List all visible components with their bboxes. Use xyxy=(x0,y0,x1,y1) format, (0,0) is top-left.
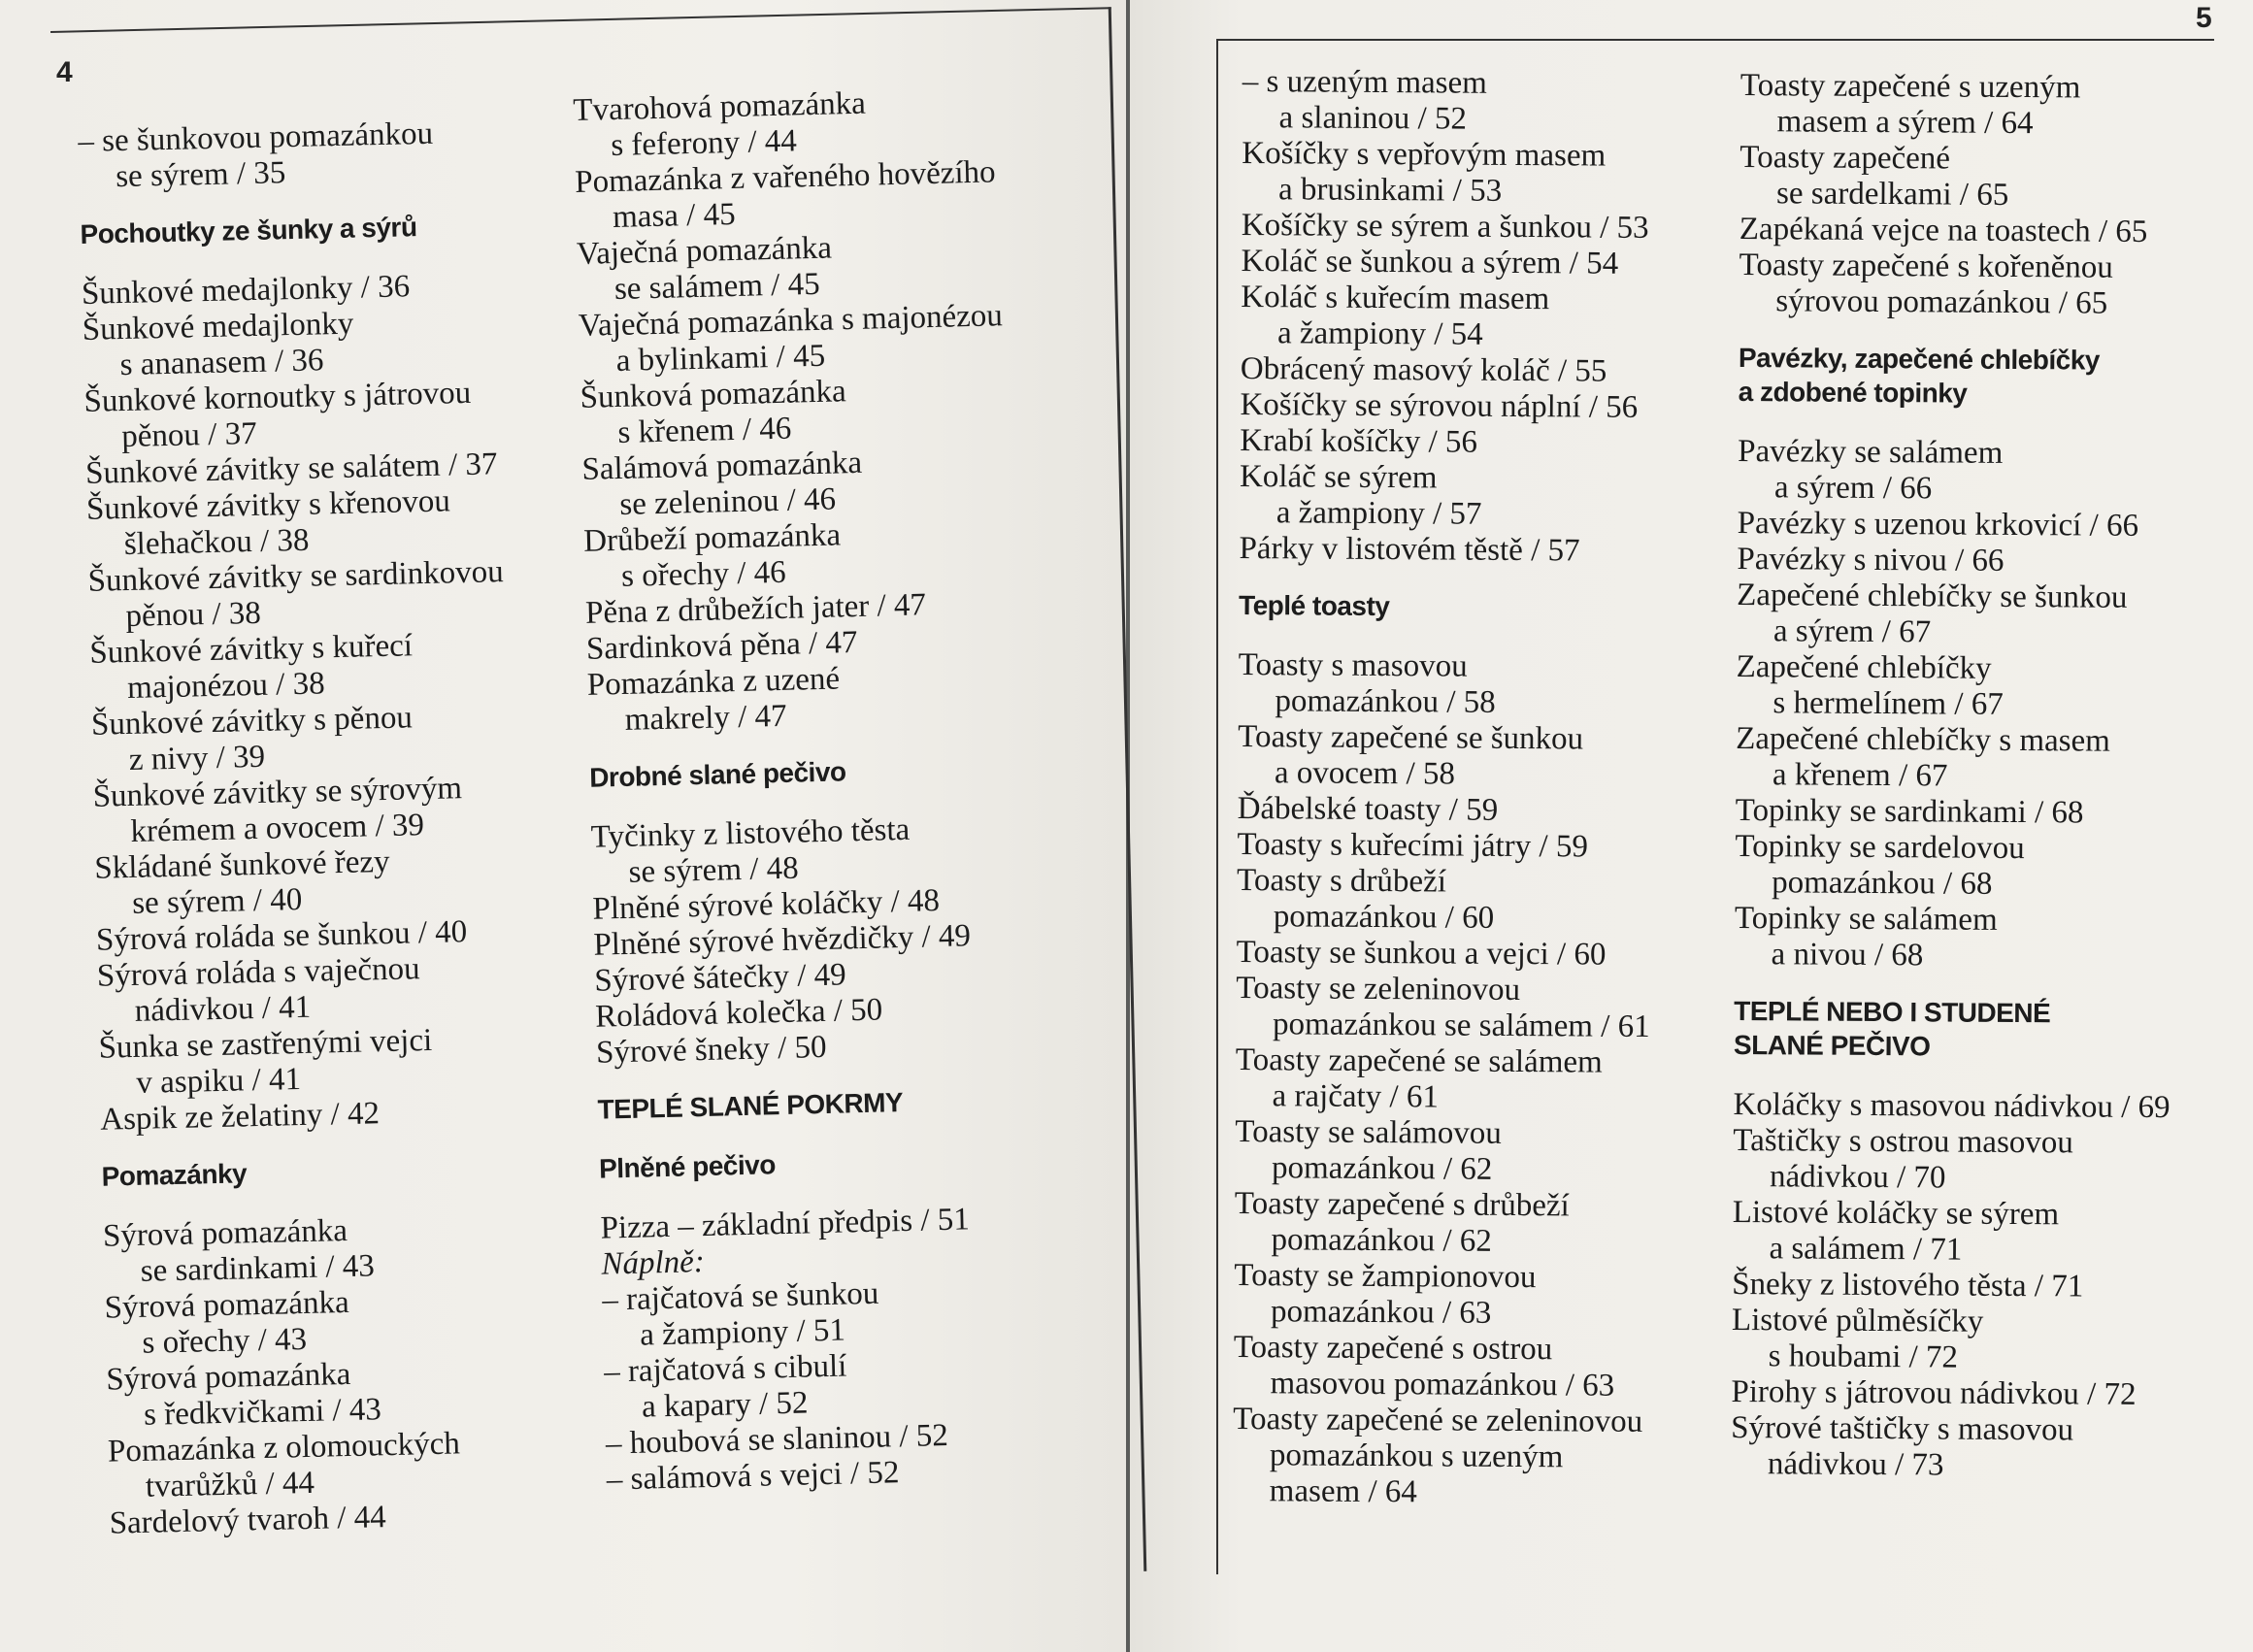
toc-entry-continuation: a žampiony / 54 xyxy=(1276,315,1483,352)
toc-entry-continuation: s hermelínem / 67 xyxy=(1773,685,2004,722)
section-heading: SLANÉ PEČIVO xyxy=(1733,1029,1931,1062)
toc-entry: Tvarohová pomazánka xyxy=(573,85,867,128)
toc-entry: Skládané šunkové řezy xyxy=(93,843,390,886)
toc-entry: Sýrové taštičky s masovou xyxy=(1731,1409,2074,1448)
toc-entry-continuation: se sýrem / 35 xyxy=(115,155,286,195)
toc-entry-continuation: a slaninou / 52 xyxy=(1278,100,1468,137)
toc-entry: Salámová pomazánka xyxy=(581,445,863,487)
toc-entry: Obrácený masový koláč / 55 xyxy=(1240,350,1607,389)
toc-entry: Zapečené chlebíčky xyxy=(1736,648,1992,686)
toc-entry: Toasty zapečené se zeleninovou xyxy=(1233,1401,1643,1439)
toc-entry: Ďábelské toasty / 59 xyxy=(1237,790,1499,828)
toc-entry-continuation: makrely / 47 xyxy=(624,698,787,738)
section-heading: Drobné slané pečivo xyxy=(588,756,846,793)
toc-entry-continuation: s feferony / 44 xyxy=(610,123,798,164)
toc-entry: Šunkové závitky se sýrovým xyxy=(92,771,463,814)
toc-entry: Plněné sýrové koláčky / 48 xyxy=(592,883,941,927)
toc-entry: Tyčinky z listového těsta xyxy=(590,811,911,855)
toc-entry-continuation: a křenem / 67 xyxy=(1772,757,1948,794)
toc-entry-continuation: se sardinkami / 43 xyxy=(140,1248,376,1289)
toc-entry: Párky v listovém těstě / 57 xyxy=(1239,530,1580,569)
toc-entry: Šunkové kornoutky s játrovou xyxy=(83,375,472,419)
toc-column-1 xyxy=(78,115,525,1541)
toc-entry-continuation: a ovocem / 58 xyxy=(1274,755,1456,792)
toc-entry: Šunka se zastřenými vejci xyxy=(98,1022,433,1066)
toc-entry-continuation: pěnou / 38 xyxy=(125,595,262,635)
toc-entry-continuation: masem a sýrem / 64 xyxy=(1776,104,2034,142)
toc-entry: Zapečené chlebíčky s masem xyxy=(1736,720,2111,759)
toc-entry: Sýrové šneky / 50 xyxy=(595,1029,827,1071)
toc-entry-continuation: tvarůžků / 44 xyxy=(145,1465,315,1504)
toc-entry: Toasty se šunkou a vejci / 60 xyxy=(1236,934,1607,973)
toc-entry: Pomazánka z olomouckých xyxy=(107,1426,461,1470)
toc-entry: Roládová kolečka / 50 xyxy=(594,992,883,1035)
toc-entry: Toasty se zeleninovou xyxy=(1236,970,1521,1008)
toc-entry-continuation: a salámem / 71 xyxy=(1769,1231,1963,1268)
toc-entry: Šunkové medajlonky xyxy=(82,306,354,347)
toc-entry: Zapečené chlebíčky se šunkou xyxy=(1737,577,2128,615)
toc-entry-continuation: a sýrem / 67 xyxy=(1773,613,1932,650)
section-heading: Plněné pečivo xyxy=(598,1149,777,1184)
toc-entry: Sýrová roláda s vaječnou xyxy=(96,951,420,994)
toc-entry: Drůbeží pomazánka xyxy=(582,517,842,559)
toc-entry: Koláč se šunkou a sýrem / 54 xyxy=(1241,243,1619,281)
toc-entry: Šunková pomazánka xyxy=(580,374,847,415)
toc-entry-continuation: pomazánkou s uzeným xyxy=(1269,1437,1564,1475)
toc-entry: Sardelový tvaroh / 44 xyxy=(109,1500,387,1541)
toc-entry: Šunkové závitky s pěnou xyxy=(90,700,414,743)
toc-column-2 xyxy=(573,83,1031,1498)
toc-entry-continuation: pomazánkou se salámem / 61 xyxy=(1272,1007,1650,1044)
toc-entry: Topinky se salámem xyxy=(1734,900,1998,938)
toc-entry: Šunkové závitky s kuřecí xyxy=(88,628,414,671)
toc-entry: Listové půlměsíčky xyxy=(1731,1302,1984,1339)
section-heading: Teplé toasty xyxy=(1238,589,1390,622)
toc-entry-continuation: pomazánkou / 62 xyxy=(1271,1150,1493,1187)
toc-entry: Pavézky s uzenou krkovicí / 66 xyxy=(1737,505,2139,544)
toc-entry: – se šunkovou pomazánkou xyxy=(78,116,434,159)
toc-entry-continuation: z nivy / 39 xyxy=(128,739,266,777)
toc-entry: Toasty s masovou xyxy=(1238,646,1468,684)
toc-entry: – salámová s vejci / 52 xyxy=(606,1455,900,1498)
toc-entry: Krabí košíčky / 56 xyxy=(1240,422,1478,460)
toc-entry: – s uzeným masem xyxy=(1242,64,1488,101)
toc-entry-continuation: a žampiony / 51 xyxy=(639,1312,846,1353)
toc-column-3 xyxy=(1233,64,1657,1512)
toc-entry: Toasty zapečené se salámem xyxy=(1235,1041,1603,1080)
toc-entry-continuation: se sýrem / 40 xyxy=(131,881,303,921)
toc-entry-continuation: s ořechy / 43 xyxy=(142,1321,308,1361)
toc-entry-continuation: se sardelkami / 65 xyxy=(1775,176,2009,213)
toc-entry: Toasty s kuřecími játry / 59 xyxy=(1237,826,1589,865)
toc-entry: Košíčky se sýrem a šunkou / 53 xyxy=(1241,207,1649,246)
toc-entry-continuation: masa / 45 xyxy=(612,196,737,236)
toc-entry: Toasty se žampionovou xyxy=(1234,1257,1537,1296)
toc-entry-continuation: s ořechy / 46 xyxy=(620,554,787,594)
toc-entry: Sýrová pomazánka xyxy=(102,1212,348,1254)
toc-entry: Topinky se sardelovou xyxy=(1735,828,2025,867)
toc-entry: Toasty zapečené s ostrou xyxy=(1233,1329,1553,1368)
toc-entry: Koláč se sýrem xyxy=(1239,458,1438,496)
toc-entry: Sýrové šátečky / 49 xyxy=(593,957,847,999)
toc-entry: Sýrová pomazánka xyxy=(105,1356,351,1398)
toc-entry-continuation: masem / 64 xyxy=(1269,1473,1418,1510)
toc-entry: Topinky se sardinkami / 68 xyxy=(1735,792,2084,831)
toc-entry: Taštičky s ostrou masovou xyxy=(1733,1122,2073,1161)
toc-entry: Šunkové medajlonky / 36 xyxy=(81,269,411,312)
toc-entry: Listové koláčky se sýrem xyxy=(1732,1194,2060,1233)
toc-entry-continuation: a bylinkami / 45 xyxy=(615,338,826,379)
toc-entry: – houbová se slaninou / 52 xyxy=(605,1417,949,1462)
toc-entry-continuation: nádivkou / 41 xyxy=(134,989,312,1029)
section-heading: Pavézky, zapečené chlebíčky xyxy=(1738,342,2101,376)
toc-entry-continuation: s ananasem / 36 xyxy=(119,343,324,383)
toc-entry: Sýrová pomazánka xyxy=(104,1284,350,1326)
toc-entry-continuation: pomazánkou / 68 xyxy=(1772,865,1993,902)
toc-entry: Pavézky s nivou / 66 xyxy=(1737,541,2005,578)
toc-entry-continuation: a žampiony / 57 xyxy=(1276,495,1482,532)
section-heading: TEPLÉ SLANÉ POKRMY xyxy=(597,1087,904,1125)
toc-entry-continuation: masovou pomazánkou / 63 xyxy=(1270,1366,1615,1404)
toc-entry-continuation: pomazánkou / 63 xyxy=(1270,1294,1492,1331)
toc-entry: Náplně: xyxy=(601,1244,706,1282)
toc-entry-continuation: se salámem / 45 xyxy=(613,266,821,308)
toc-entry: Koláč s kuřecím masem xyxy=(1241,279,1550,317)
toc-entry-continuation: pěnou / 37 xyxy=(120,415,258,455)
toc-entry-continuation: se sýrem / 48 xyxy=(628,850,800,890)
toc-entry-continuation: šlehačkou / 38 xyxy=(123,522,310,563)
toc-entry: Toasty zapečené s kořeněnou xyxy=(1739,247,2113,285)
section-heading: TEPLÉ NEBO I STUDENÉ xyxy=(1734,995,2051,1029)
toc-entry: – rajčatová se šunkou xyxy=(601,1275,879,1318)
toc-entry: Toasty zapečené s uzeným xyxy=(1739,68,2081,106)
toc-entry: Koláčky s masovou nádivkou / 69 xyxy=(1733,1086,2170,1126)
toc-entry-continuation: sýrovou pomazánkou / 65 xyxy=(1775,283,2108,321)
toc-entry: Vaječná pomazánka s majonézou xyxy=(578,298,1004,344)
page-number-left: 4 xyxy=(56,56,73,88)
toc-entry-continuation: a sýrem / 66 xyxy=(1773,470,1933,507)
toc-entry-continuation: krémem a ovocem / 39 xyxy=(130,808,425,849)
toc-entry: Vaječná pomazánka xyxy=(576,230,833,272)
toc-entry-continuation: pomazánkou / 62 xyxy=(1271,1222,1492,1259)
toc-entry: Pizza – základní předpis / 51 xyxy=(600,1202,971,1246)
toc-entry-continuation: a brusinkami / 53 xyxy=(1277,172,1503,209)
toc-entry: Toasty zapečené se šunkou xyxy=(1238,718,1584,757)
toc-entry: Sýrová roláda se šunkou / 40 xyxy=(95,914,468,958)
toc-entry: Aspik ze želatiny / 42 xyxy=(99,1096,381,1138)
toc-entry: Toasty s drůbeží xyxy=(1237,862,1447,900)
toc-entry-continuation: s ředkvičkami / 43 xyxy=(143,1392,382,1433)
toc-entry-continuation: v aspiku / 41 xyxy=(136,1062,302,1101)
toc-entry-continuation: a rajčaty / 61 xyxy=(1272,1078,1440,1115)
toc-entry: Šunkové závitky s křenovou xyxy=(85,483,451,527)
toc-entry: Šunkové závitky se sardinkovou xyxy=(87,554,505,599)
toc-entry: Pirohy s játrovou nádivkou / 72 xyxy=(1731,1373,2137,1412)
section-heading: Pochoutky ze šunky a sýrů xyxy=(80,212,417,249)
toc-entry-continuation: a nivou / 68 xyxy=(1771,937,1924,974)
toc-entry-continuation: se zeleninou / 46 xyxy=(618,481,837,522)
toc-entry: Šunkové závitky se salátem / 37 xyxy=(84,446,498,491)
toc-entry: Pavézky se salámem xyxy=(1738,433,2004,471)
toc-entry-continuation: nádivkou / 73 xyxy=(1767,1446,1944,1483)
toc-entry: Šneky z listového těsta / 71 xyxy=(1732,1266,2084,1305)
toc-entry-continuation: nádivkou / 70 xyxy=(1769,1159,1946,1196)
toc-entry-continuation: s křenem / 46 xyxy=(617,411,792,450)
toc-entry: Sardinková pěna / 47 xyxy=(585,625,858,667)
toc-entry: Košíčky se sýrovou náplní / 56 xyxy=(1240,386,1639,425)
toc-entry: Toasty zapečené s drůbeží xyxy=(1234,1185,1570,1224)
toc-column-4 xyxy=(1731,68,2177,1485)
toc-entry: Zapékaná vejce na toastech / 65 xyxy=(1739,211,2148,249)
toc-entry-continuation: s houbami / 72 xyxy=(1768,1338,1959,1375)
toc-entry: Toasty zapečené xyxy=(1739,139,1951,177)
toc-entry: Toasty se salámovou xyxy=(1235,1113,1502,1151)
toc-entry-continuation: pomazánkou / 58 xyxy=(1275,683,1496,720)
toc-entry: Pěna z drůbežích jater / 47 xyxy=(584,587,927,631)
toc-entry: Pomazánka z uzené xyxy=(586,661,841,703)
toc-entry: – rajčatová s cibulí xyxy=(603,1348,847,1390)
toc-entry-continuation: majonézou / 38 xyxy=(126,666,326,706)
toc-entry-continuation: a kapary / 52 xyxy=(641,1385,809,1425)
section-heading: Pomazánky xyxy=(101,1158,248,1192)
toc-entry-continuation: pomazánkou / 60 xyxy=(1273,899,1495,936)
page-number-right: 5 xyxy=(2196,2,2212,34)
toc-entry: Košíčky s vepřovým masem xyxy=(1242,135,1607,174)
section-heading: a zdobené topinky xyxy=(1738,376,1968,409)
toc-entry: Plněné sýrové hvězdičky / 49 xyxy=(593,918,972,963)
toc-entry: Pomazánka z vařeného hovězího xyxy=(574,154,996,200)
